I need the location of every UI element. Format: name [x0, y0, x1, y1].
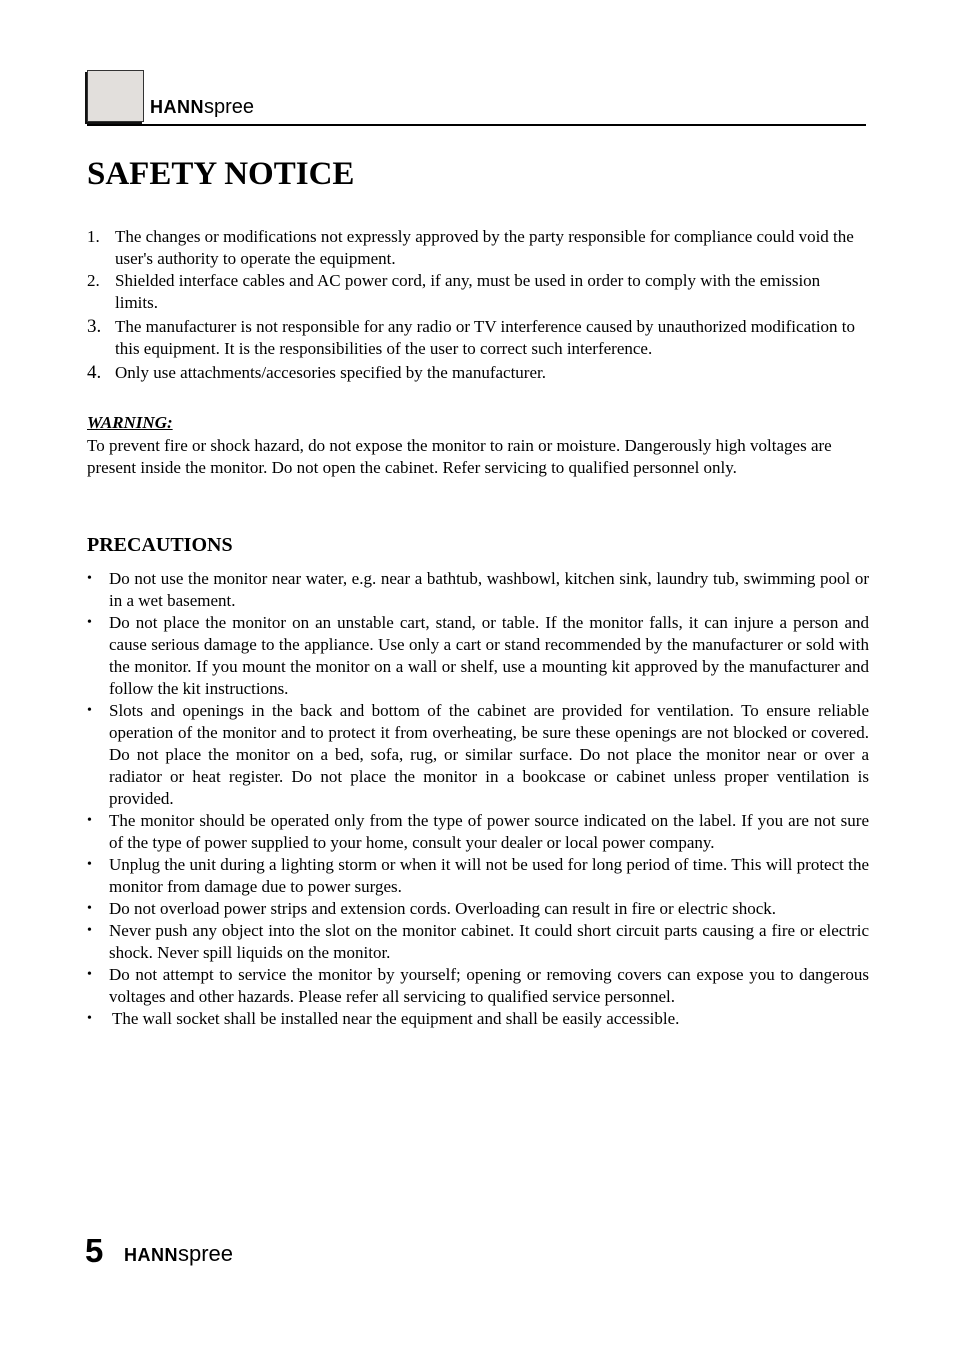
notice-item-2 [87, 270, 867, 314]
notice-number: 1. [87, 227, 100, 246]
footer-logo-light: spree [178, 1241, 234, 1266]
header-divider [87, 124, 866, 126]
precaution-text: The monitor should be operated only from the type of power source indicated on the label. If you are not sure of the type of power supplied to your home, consult your dealer or local power company. [109, 811, 869, 852]
precaution-item [87, 898, 869, 920]
bullet-icon: • [87, 901, 92, 916]
precaution-item [87, 810, 869, 854]
header-brand-logo [150, 96, 254, 119]
precaution-text: Do not overload power strips and extension cords. Overloading can result in fire or electric shock. [109, 899, 777, 918]
footer-logo-strong: HANN [124, 1245, 178, 1265]
bullet-icon: • [87, 923, 92, 938]
page-title: SAFETY NOTICE [87, 156, 355, 192]
notice-text: The changes or modifications not expressly approved by the party responsible for compliance could void the user's authority to operate the equipment. [115, 227, 854, 268]
precaution-text: Do not attempt to service the monitor by yourself; opening or removing covers can expose you to dangerous voltages and other hazards. Please refer all servicing to qualified service personnel. [109, 965, 869, 1006]
notice-number: 3. [87, 316, 102, 337]
bullet-icon: • [87, 1011, 92, 1026]
warning-label: WARNING: [87, 413, 173, 432]
notice-item-1 [87, 226, 867, 270]
bullet-icon: • [87, 703, 92, 718]
precaution-text: Never push any object into the slot on the monitor cabinet. It could short circuit parts causing a fire or electric shock. Never spill liquids on the monitor. [109, 921, 869, 962]
page-number: 5 [85, 1232, 104, 1269]
precaution-item [87, 964, 869, 1008]
precautions-heading: PRECAUTIONS [87, 534, 233, 556]
precaution-text: Do not place the monitor on an unstable cart, stand, or table. If the monitor falls, it can injure a person and cause serious damage to the appliance. Use only a cart or stand recommended by the manufacturer or sold with the monitor. If you mount the monitor on a wall or shelf, use a mounting kit approved by the manufacturer and follow the kit instructions. [109, 613, 869, 698]
precaution-text: The wall socket shall be installed near the equipment and shall be easily accessible. [112, 1009, 680, 1028]
notice-item-4 [87, 362, 867, 384]
notice-text: Shielded interface cables and AC power cord, if any, must be used in order to comply with the emission limits. [115, 271, 821, 312]
notice-text: Only use attachments/accesories specified by the manufacturer. [115, 363, 546, 382]
precaution-item [87, 854, 869, 898]
notice-number: 4. [87, 362, 102, 383]
bullet-icon: • [87, 857, 92, 872]
warning-text: To prevent fire or shock hazard, do not expose the monitor to rain or moisture. Dangerously high voltages are present inside the monitor. Do not open the cabinet. Refer servicing to qualified personnel only. [87, 436, 832, 477]
precaution-text: Slots and openings in the back and bottom of the cabinet are provided for ventilation. To ensure reliable operation of the monitor and to protect it from overheating, be sure these openings are not blocked or covered. Do not place the monitor on a bed, sofa, rug, or similar surface. Do not place the monitor near or over a radiator or heat register. Do not place the monitor in a bookcase or cabinet unless proper ventilation is provided. [109, 701, 869, 808]
bullet-icon: • [87, 813, 92, 828]
precaution-text: Unplug the unit during a lighting storm or when it will not be used for long period of time. This will protect the monitor from damage due to power surges. [109, 855, 869, 896]
bullet-icon: • [87, 615, 92, 630]
precaution-item [87, 612, 869, 700]
notice-number: 2. [87, 271, 100, 290]
safety-notice-list [87, 226, 867, 384]
header-tab-box [87, 70, 144, 122]
bullet-icon: • [87, 967, 92, 982]
precaution-item [87, 700, 869, 810]
header-logo-light: spree [204, 96, 255, 118]
precaution-item [87, 1008, 869, 1030]
precaution-item [87, 920, 869, 964]
bullet-icon: • [87, 571, 92, 586]
precaution-text: Do not use the monitor near water, e.g. near a bathtub, washbowl, kitchen sink, laundry tub, swimming pool or in a wet basement. [109, 569, 869, 610]
precaution-item [87, 568, 869, 612]
notice-item-3 [87, 316, 867, 360]
precautions-list [87, 568, 869, 1030]
footer-brand-logo [124, 1241, 233, 1267]
header-logo-strong: HANN [150, 97, 204, 117]
notice-text: The manufacturer is not responsible for any radio or TV interference caused by unauthorized modification to this equipment. It is the responsibilities of the user to correct such interference. [115, 317, 856, 358]
